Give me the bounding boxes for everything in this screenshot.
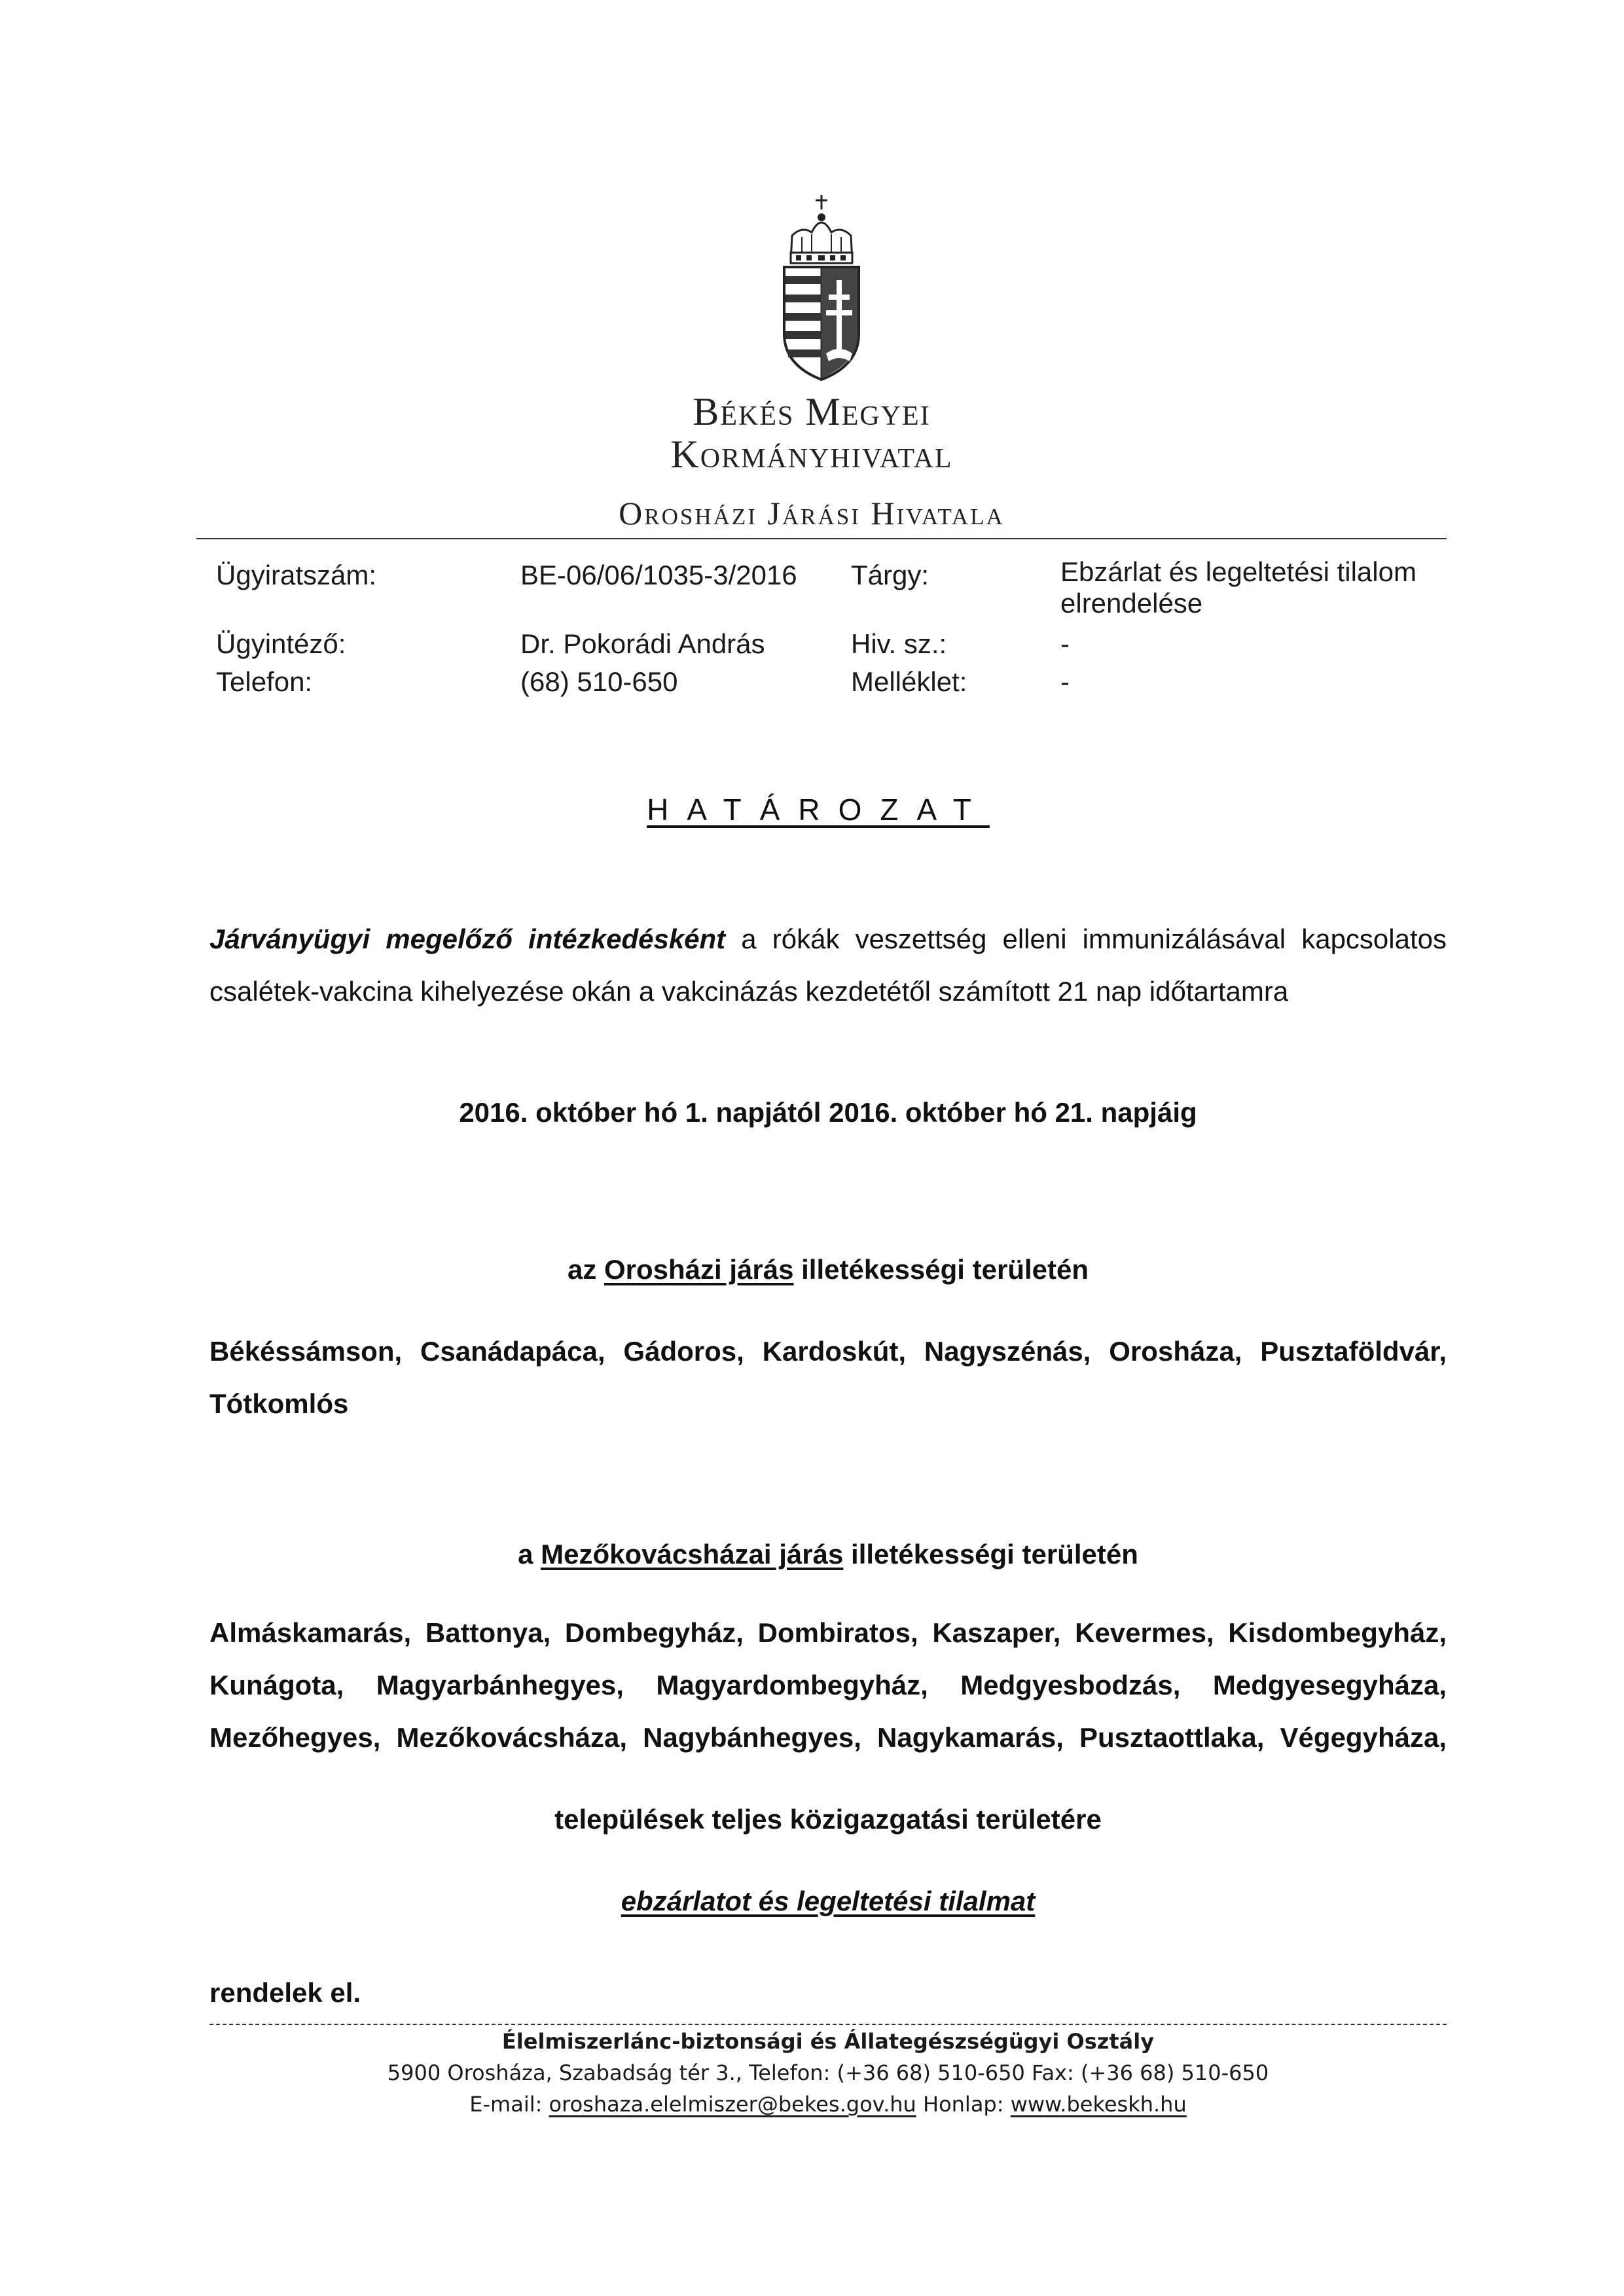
ugyintezo-label: Ügyintéző: [216, 628, 346, 659]
footer-divider [209, 2024, 1447, 2025]
melleklet-value: - [1060, 666, 1070, 697]
ugyintezo-value: Dr. Pokorádi András [520, 628, 765, 659]
district2-towns-line3: Mezőhegyes, Mezőkovácsháza, Nagybánhegyes, Nagykamarás, Pusztaottlaka, Végegyháza, [209, 1722, 1447, 1753]
intro-paragraph [209, 913, 1447, 1018]
ugyiratszam-label: Ügyiratszám: [216, 560, 377, 590]
district1-towns-line2: Tótkomlós [209, 1388, 349, 1419]
targy-label: Tárgy: [851, 560, 929, 590]
melleklet-label: Melléklet: [851, 666, 967, 697]
closing: rendelek el. [209, 1977, 361, 2008]
org-name-line2: Kormányhivatal [670, 433, 953, 476]
telefon-label: Telefon: [216, 666, 313, 697]
targy-value-line2: elrendelése [1060, 588, 1203, 619]
district1-prefix: az [567, 1254, 604, 1285]
scope: települések teljes közigazgatási területére [554, 1804, 1102, 1835]
district1-name: Orosházi járás [604, 1254, 794, 1285]
coat-of-arms-icon [772, 190, 871, 386]
footer-address: 5900 Orosháza, Szabadság tér 3., Telefon: (+36 68) 510-650 Fax: (+36 68) 510-650 [387, 2060, 1269, 2085]
district2-heading [209, 1528, 1447, 1581]
telefon-value: (68) 510-650 [520, 666, 678, 697]
district2-name: Mezőkovácsházai járás [541, 1539, 844, 1570]
footer-email-link[interactable]: oroshaza.elelmiszer@bekes.gov.hu [549, 2092, 916, 2117]
footer-contact [209, 2092, 1447, 2117]
footer-web-label: Honlap: [916, 2092, 1011, 2117]
footer-department: Élelmiszerlánc-biztonsági és Állategészségügyi Osztály [501, 2029, 1155, 2054]
intro-line1-rest: a rókák veszettség elleni immunizálásával kapcsolatos [725, 924, 1447, 954]
period: 2016. október hó 1. napjától 2016. október hó 21. napjáig [459, 1097, 1197, 1128]
org-name-line1: Békés Megyei [693, 390, 931, 433]
footer-web-link[interactable]: www.bekeskh.hu [1010, 2092, 1187, 2117]
targy-value-line1: Ebzárlat és legeltetési tilalom [1060, 556, 1416, 587]
district1-towns-line1: Békéssámson, Csanádapáca, Gádoros, Kardoskút, Nagyszénás, Orosháza, Pusztaföldvár, [209, 1336, 1447, 1367]
district2-towns [209, 1607, 1447, 1764]
document-title: HATÁROZAT [647, 793, 990, 827]
office-name: Orosházi Járási Hivatala [619, 495, 1005, 531]
intro-line1 [209, 913, 1447, 965]
district1-suffix: illetékességi területén [793, 1254, 1089, 1285]
hivsz-value: - [1060, 628, 1070, 659]
ugyiratszam-value: BE-06/06/1035-3/2016 [520, 560, 797, 590]
intro-line2: csalétek-vakcina kihelyezése okán a vakcinázás kezdetétől számított 21 nap időtartamra [209, 976, 1289, 1007]
decision: ebzárlatot és legeltetési tilalmat [621, 1886, 1036, 1916]
district2-suffix: illetékességi területén [843, 1539, 1138, 1570]
intro-lead: Járványügyi megelőző intézkedésként [209, 924, 726, 954]
district2-towns-line1: Almáskamarás, Battonya, Dombegyház, Dombiratos, Kaszaper, Kevermes, Kisdombegyház, [209, 1617, 1447, 1648]
district2-towns-line2: Kunágota, Magyarbánhegyes, Magyardombegyház, Medgyesbodzás, Medgyesegyháza, [209, 1670, 1447, 1700]
district2-prefix: a [518, 1539, 541, 1570]
header-divider [196, 538, 1447, 539]
district1-towns [209, 1325, 1447, 1430]
district1-heading [209, 1244, 1447, 1296]
decision-wrap [209, 1875, 1447, 1928]
hivsz-label: Hiv. sz.: [851, 628, 947, 659]
footer-email-label: E-mail: [469, 2092, 549, 2117]
